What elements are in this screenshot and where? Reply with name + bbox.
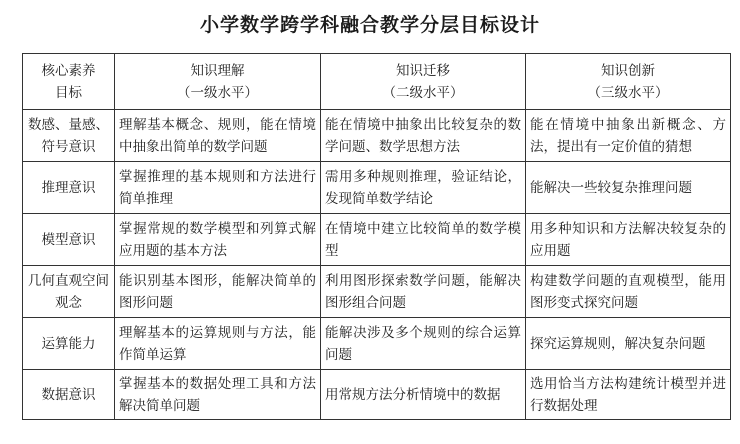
level3-cell: 探究运算规则，解决复杂问题 xyxy=(526,318,731,370)
table-row xyxy=(23,110,731,162)
row-literacy-name: 数据意识 xyxy=(23,370,115,420)
header-knowledge-innovation xyxy=(526,54,731,110)
level2-cell: 在情境中建立比较简单的数学模型 xyxy=(321,214,526,266)
header-level1-title: 知识理解 xyxy=(190,62,245,79)
header-level3-title: 知识创新 xyxy=(601,62,655,79)
row-literacy-name: 模型意识 xyxy=(23,214,115,266)
row-literacy-name: 数感、量感、符号意识 xyxy=(23,110,115,162)
level1-cell: 理解基本的运算规则与方法，能作简单运算 xyxy=(115,318,321,370)
header-core-literacy-line1: 核心素养 xyxy=(41,62,96,79)
header-row xyxy=(23,54,731,110)
table-row xyxy=(23,370,731,420)
level1-cell: 理解基本概念、规则，能在情境中抽象出简单的数学问题 xyxy=(115,110,321,162)
level2-cell: 利用图形探索数学问题，能解决图形组合问题 xyxy=(321,266,526,318)
row-literacy-name: 推理意识 xyxy=(23,162,115,214)
level3-cell: 能解决一些较复杂推理问题 xyxy=(526,162,731,214)
document-title: 小学数学跨学科融合教学分层目标设计 xyxy=(199,14,540,36)
level1-cell: 掌握常规的数学模型和列算式解应用题的基本方法 xyxy=(115,214,321,266)
level3-cell: 构建数学问题的直观模型，能用图形变式探究问题 xyxy=(526,266,731,318)
objectives-table xyxy=(22,53,731,420)
level2-cell: 需用多种规则推理，验证结论，发现简单数学结论 xyxy=(321,162,526,214)
table-row xyxy=(23,266,731,318)
header-core-literacy xyxy=(23,54,115,110)
header-core-literacy-line2: 目标 xyxy=(55,84,82,101)
header-level1-subtitle: （一级水平） xyxy=(177,84,258,101)
table-row xyxy=(23,162,731,214)
row-literacy-name: 几何直观空间观念 xyxy=(23,266,115,318)
level1-cell: 掌握基本的数据处理工具和方法解决简单问题 xyxy=(115,370,321,420)
level3-cell: 用多种知识和方法解决较复杂的应用题 xyxy=(526,214,731,266)
row-literacy-name: 运算能力 xyxy=(23,318,115,370)
header-knowledge-understanding xyxy=(115,54,321,110)
table-body xyxy=(23,110,731,420)
level3-cell: 能在情境中抽象出新概念、方法，提出有一定价值的猜想 xyxy=(526,110,731,162)
header-level2-subtitle: （二级水平） xyxy=(382,84,464,101)
level3-cell: 选用恰当方法构建统计模型并进行数据处理 xyxy=(526,370,731,420)
table-header xyxy=(23,54,731,110)
level2-cell: 能解决涉及多个规则的综合运算问题 xyxy=(321,318,526,370)
header-level2-title: 知识迁移 xyxy=(396,62,450,79)
table-row xyxy=(23,318,731,370)
table-row xyxy=(23,214,731,266)
level1-cell: 能识别基本图形，能解决简单的图形问题 xyxy=(115,266,321,318)
level1-cell: 掌握推理的基本规则和方法进行简单推理 xyxy=(115,162,321,214)
level2-cell: 用常规方法分析情境中的数据 xyxy=(321,370,526,420)
header-knowledge-transfer xyxy=(321,54,526,110)
level2-cell: 能在情境中抽象出比较复杂的数学问题、数学思想方法 xyxy=(321,110,526,162)
header-level3-subtitle: （三级水平） xyxy=(587,84,669,101)
